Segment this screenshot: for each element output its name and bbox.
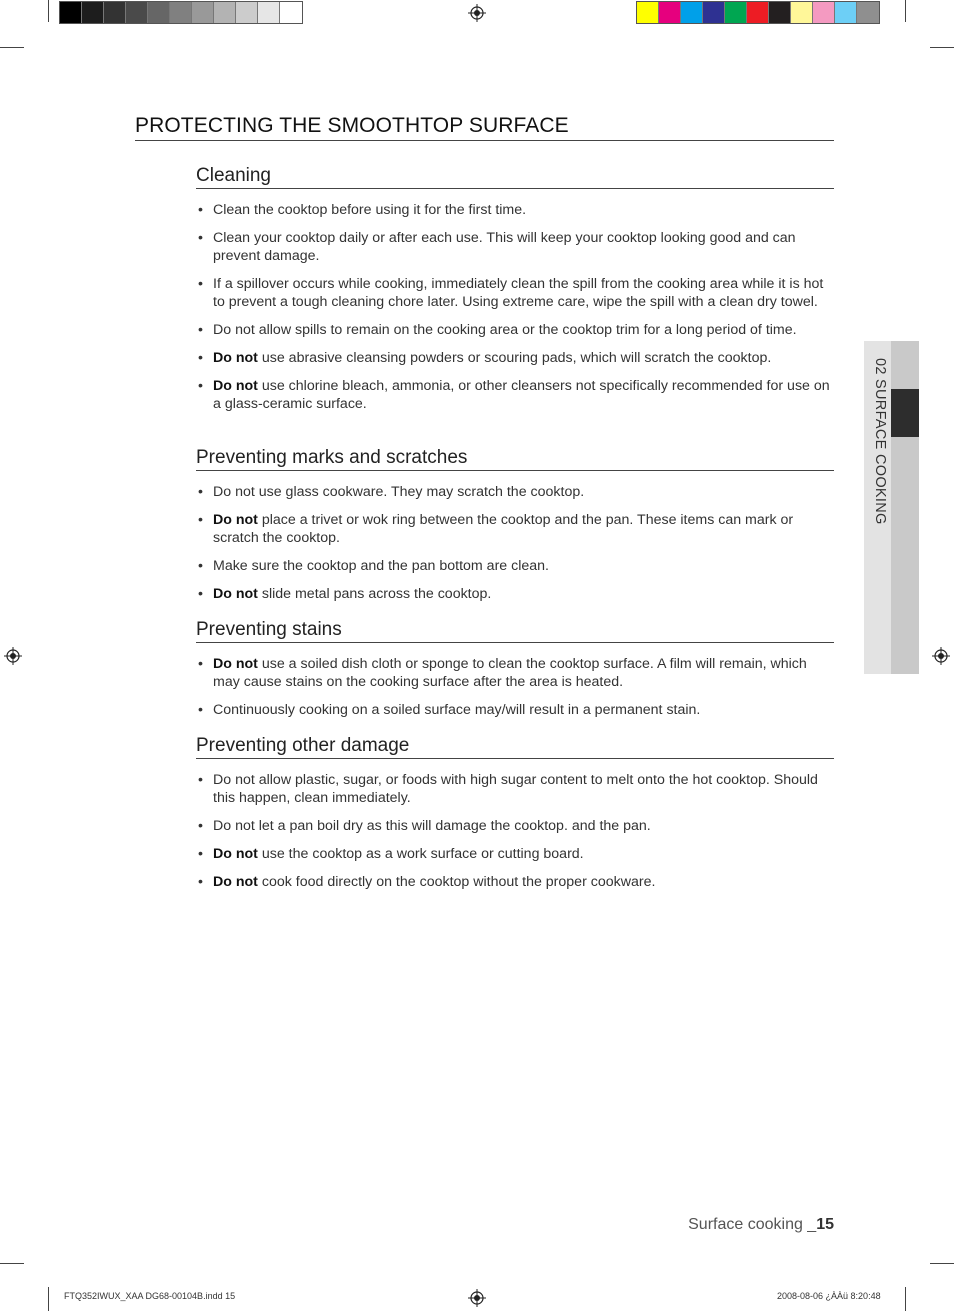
color-swatch <box>725 2 747 23</box>
bullet-list <box>196 655 834 719</box>
color-swatch <box>813 2 835 23</box>
section-marks-scratches <box>196 447 834 603</box>
print-slug-file: FTQ352IWUX_XAA DG68-00104B.indd 15 <box>64 1291 236 1301</box>
crop-mark <box>48 1287 49 1311</box>
list-item: • Do not place a trivet or wok ring between the cooktop and the pan. These items can mark or scratch the cooktop. <box>196 511 834 547</box>
registration-mark-icon <box>468 1289 486 1307</box>
crop-mark <box>905 1287 906 1311</box>
page-number: 15 <box>816 1216 834 1233</box>
crop-mark <box>0 47 24 48</box>
section-heading: Cleaning <box>196 165 834 189</box>
color-swatch <box>637 2 659 23</box>
registration-mark-icon <box>4 647 22 665</box>
page-footer <box>688 1216 834 1234</box>
page-title: PROTECTING THE SMOOTHTOP SURFACE <box>135 114 569 137</box>
list-item: • Do not allow spills to remain on the cooking area or the cooktop trim for a long period of time. <box>196 321 834 339</box>
crop-mark <box>0 1263 24 1264</box>
list-item: • Do not use chlorine bleach, ammonia, or other cleansers not specifically recommended for use on a glass-ceramic surface. <box>196 377 834 413</box>
crop-mark <box>930 1263 954 1264</box>
list-item: • Do not use abrasive cleansing powders or scouring pads, which will scratch the cooktop. <box>196 349 834 367</box>
print-slug-date: 2008-08-06 ¿ÀÀü 8:20:48 <box>777 1291 881 1301</box>
color-swatch <box>192 2 214 23</box>
color-swatch <box>703 2 725 23</box>
section-other-damage <box>196 735 834 891</box>
crop-mark <box>48 0 49 22</box>
list-item: • Clean your cooktop daily or after each use. This will keep your cooktop looking good and can prevent damage. <box>196 229 834 265</box>
list-item: • Do not use the cooktop as a work surface or cutting board. <box>196 845 834 863</box>
color-swatch <box>747 2 769 23</box>
list-item: • Do not let a pan boil dry as this will damage the cooktop. and the pan. <box>196 817 834 835</box>
gray-swatch-bar <box>59 1 303 24</box>
list-item: • Clean the cooktop before using it for the first time. <box>196 201 834 219</box>
list-item: • Do not use glass cookware. They may scratch the cooktop. <box>196 483 834 501</box>
color-swatch <box>236 2 258 23</box>
color-swatch-bar <box>636 1 880 24</box>
list-item: • Do not slide metal pans across the cooktop. <box>196 585 834 603</box>
color-swatch <box>769 2 791 23</box>
registration-mark-icon <box>468 4 486 22</box>
section-heading: Preventing other damage <box>196 735 834 759</box>
bullet-list <box>196 771 834 891</box>
list-item: • Do not cook food directly on the cooktop without the proper cookware. <box>196 873 834 891</box>
section-heading: Preventing stains <box>196 619 834 643</box>
color-swatch <box>857 2 879 23</box>
color-swatch <box>148 2 170 23</box>
list-item: • Do not use a soiled dish cloth or sponge to clean the cooktop surface. A film will remain, which may cause stains on the cooking surface after the area is heated. <box>196 655 834 691</box>
color-swatch <box>280 2 302 23</box>
list-item: • Do not allow plastic, sugar, or foods with high sugar content to melt onto the hot cooktop. Should this happen, clean immediately. <box>196 771 834 807</box>
crop-mark <box>905 0 906 22</box>
crop-mark <box>930 47 954 48</box>
list-item: • If a spillover occurs while cooking, immediately clean the spill from the cooking area while it is hot to prevent a tough cleaning chore later. Using extreme care, wipe the spill with a clean dry towel. <box>196 275 834 311</box>
color-swatch <box>60 2 82 23</box>
section-stains <box>196 619 834 719</box>
color-swatch <box>170 2 192 23</box>
color-swatch <box>104 2 126 23</box>
color-swatch <box>214 2 236 23</box>
footer-label: Surface cooking _ <box>688 1216 817 1233</box>
chapter-tab-label: 02 SURFACE COOKING <box>872 358 888 525</box>
color-swatch <box>82 2 104 23</box>
color-swatch <box>126 2 148 23</box>
bullet-list <box>196 201 834 413</box>
section-heading: Preventing marks and scratches <box>196 447 834 471</box>
registration-mark-icon <box>932 647 950 665</box>
color-swatch <box>659 2 681 23</box>
color-swatch <box>835 2 857 23</box>
color-swatch <box>258 2 280 23</box>
page-title-block <box>135 114 834 141</box>
list-item: • Continuously cooking on a soiled surface may/will result in a permanent stain. <box>196 701 834 719</box>
color-swatch <box>791 2 813 23</box>
chapter-tab-marker <box>891 389 919 437</box>
list-item: • Make sure the cooktop and the pan bottom are clean. <box>196 557 834 575</box>
bullet-list <box>196 483 834 603</box>
section-cleaning <box>196 165 834 413</box>
color-swatch <box>681 2 703 23</box>
